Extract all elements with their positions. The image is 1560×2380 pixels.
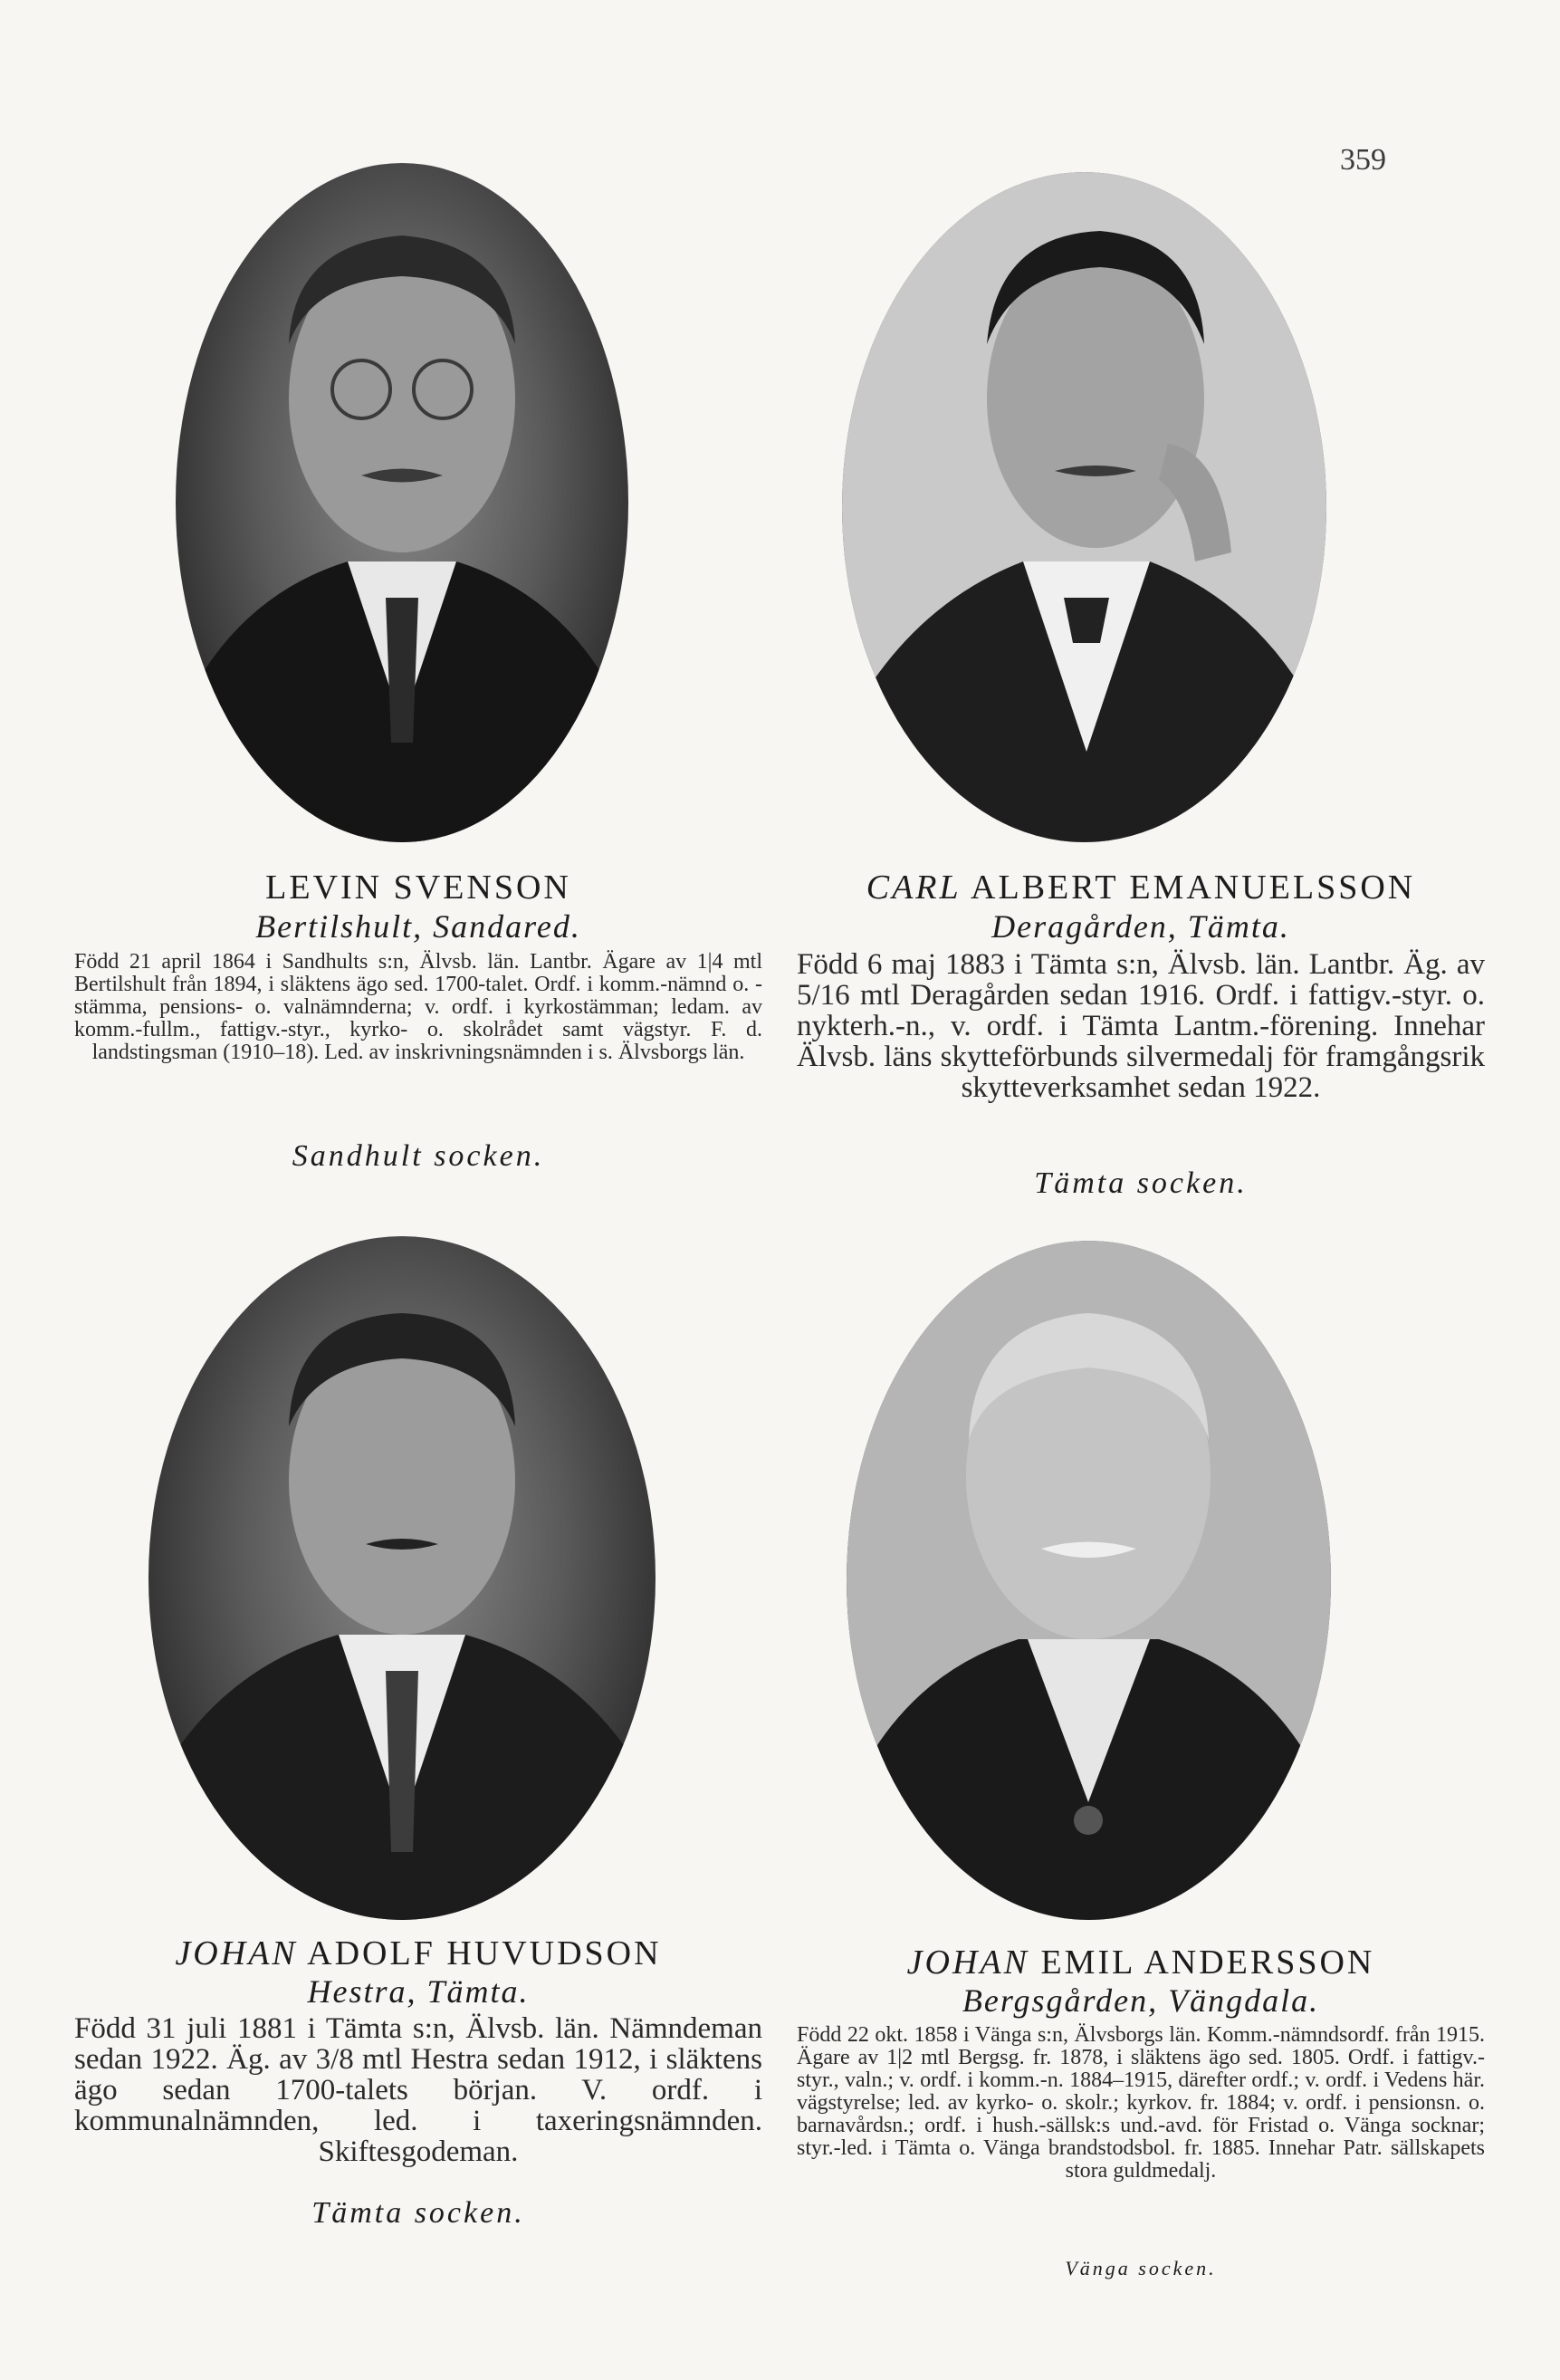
entry-name	[797, 868, 1485, 907]
entry-johan-emil-andersson	[797, 1241, 1485, 2282]
entry-name	[797, 1943, 1485, 1982]
name-first: CARL	[866, 869, 962, 907]
entry-bio: Född 31 juli 1881 i Tämta s:n, Älvsb. län. Nämndeman sedan 1922. Äg. av 3/8 mtl Hestra sedan 1912, i släktens ägo sedan 1700-talets början. V. ordf. i kommunalnämnden, led. i taxeringsnämnden. Skiftesgodeman.	[74, 2012, 762, 2168]
portrait-photo	[176, 163, 628, 842]
entry-place: Bertilshult, Sandared.	[255, 908, 581, 945]
entry-levin-svenson	[74, 163, 762, 1186]
entry-parish: Tämta socken.	[1034, 1166, 1248, 1200]
name-rest: SVENSON	[393, 869, 571, 907]
entry-bio: Född 21 april 1864 i Sandhults s:n, Älvsb. län. Lantbr. Ägare av 1|4 mtl Bertilshult från 1894, i släktens ägo sed. 1700-talet. Ordf. i komm.-nämnd o. -stämma, pensions- o. valnämnderna; v. ordf. i kyrkostämman; ledam. av komm.-fullm., fattigv.-styr., kyrko- o. skolrådet samt vägstyr. F. d. landstingsman (1910–18). Led. av inskrivningsnämnden i s. Älvsborgs län.	[74, 950, 762, 1064]
portrait-photo	[847, 1241, 1331, 1920]
portrait-photo	[148, 1236, 656, 1920]
portrait-photo	[842, 172, 1326, 842]
entry-name	[74, 868, 762, 907]
name-first: JOHAN	[906, 1943, 1029, 1982]
entry-parish: Sandhult socken.	[292, 1139, 545, 1173]
entry-bio: Född 6 maj 1883 i Tämta s:n, Älvsb. län. Lantbr. Äg. av 5/16 mtl Deragården sedan 1916. Ordf. i fattigv.-styr. o. nykterh.-n., v. ordf. i Tämta Lantm.-förening. Innehar Älvsb. läns skytteförbunds silvermedalj för framgångsrik skytteverksamhet sedan 1922.	[797, 948, 1485, 1104]
name-rest: ADOLF HUVUDSON	[307, 1934, 662, 1972]
entry-place: Deragården, Tämta.	[991, 908, 1290, 945]
entry-bio: Född 22 okt. 1858 i Vänga s:n, Älvsborgs län. Komm.-nämndsordf. från 1915. Ägare av 1|2 mtl Bergsg. fr. 1878, i släktens ägo sed. 1805. Ordf. i fattigv.-styr., valn.; v. ordf. i komm.-n. 1884–1915, därefter ordf.; v. ordf. i Vedens här. vägstyrelse; led. av kyrko- o. skolr.; kyrkov. fr. 1884; v. ordf. i pensionsn. o. barnavårdsn.; ordf. i hush.-sällsk:s und.-avd. för Fristad o. Vänga socknar; styr.-led. i Tämta o. Vänga brandstodsbol. fr. 1885. Innehar Patr. sällskapets stora guldmedalj.	[797, 2023, 1485, 2183]
entry-parish: Tämta socken.	[311, 2196, 525, 2230]
entry-place: Bergsgården, Vängdala.	[962, 1982, 1320, 2019]
entry-place: Hestra, Tämta.	[307, 1973, 530, 2010]
entry-name	[74, 1934, 762, 1973]
name-first: LEVIN	[265, 869, 383, 907]
entry-parish: Vänga socken.	[1065, 2257, 1217, 2279]
entry-carl-albert-emanuelsson	[797, 172, 1485, 1214]
name-rest: EMIL ANDERSSON	[1040, 1943, 1375, 1982]
name-rest: ALBERT EMANUELSSON	[971, 869, 1416, 907]
name-first: JOHAN	[175, 1934, 298, 1972]
page-number: 359	[1340, 143, 1386, 177]
entry-johan-adolf-huvudson	[74, 1236, 762, 2250]
